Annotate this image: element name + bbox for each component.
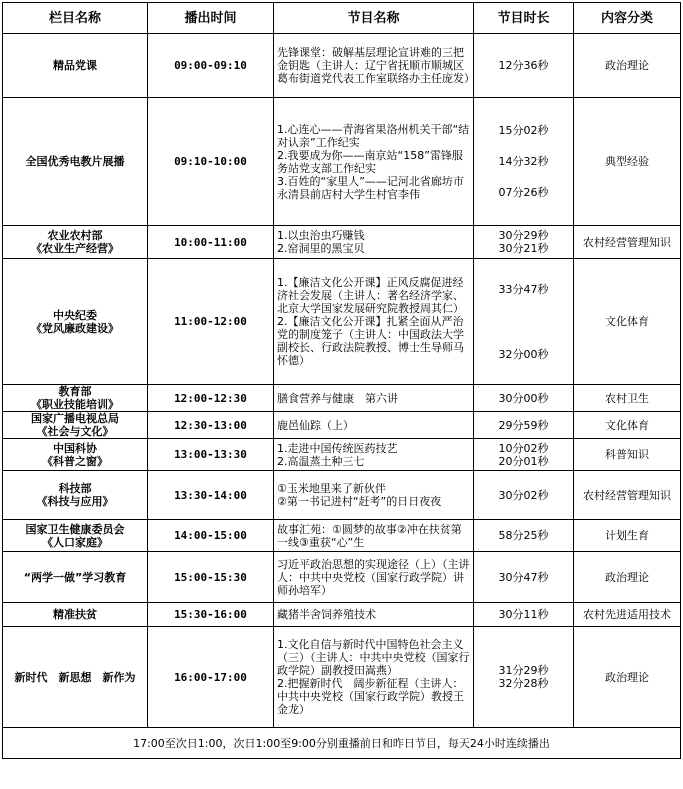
footer-row [3, 728, 681, 759]
column-name-cell [3, 552, 148, 603]
category-cell: 农村卫生 [574, 385, 681, 412]
air-time-cell: 09:10-10:00 [148, 98, 274, 226]
program-cell [274, 439, 474, 471]
category-cell: 典型经验 [574, 98, 681, 226]
program-cell [274, 259, 474, 385]
air-time-cell: 09:00-09:10 [148, 34, 274, 98]
table-row [3, 627, 681, 728]
column-name-cell [3, 439, 148, 471]
program-line: 2.高温蒸土种三七 [277, 454, 365, 468]
air-time-cell: 13:00-13:30 [148, 439, 274, 471]
header-name: 栏目名称 [3, 3, 148, 34]
program-cell [274, 552, 474, 603]
column-name-line: 《人口家庭》 [42, 535, 108, 549]
table-row [3, 471, 681, 520]
duration-cell [474, 259, 574, 385]
duration-value: 30分11秒 [498, 608, 549, 621]
header-time: 播出时间 [148, 3, 274, 34]
table-row [3, 439, 681, 471]
duration-value: 12分36秒 [498, 59, 549, 72]
duration-cell [474, 98, 574, 226]
program-cell [274, 627, 474, 728]
program-cell [274, 471, 474, 520]
table-row [3, 552, 681, 603]
duration-value: 10分02秒 [498, 441, 549, 455]
header-program: 节目名称 [274, 3, 474, 34]
table-row [3, 520, 681, 552]
schedule-table [2, 2, 681, 759]
duration-value: 30分47秒 [498, 570, 549, 584]
duration-cell [474, 520, 574, 552]
program-cell [274, 98, 474, 226]
air-time-cell: 14:00-15:00 [148, 520, 274, 552]
program-cell [274, 520, 474, 552]
category-cell: 农村经营管理知识 [574, 471, 681, 520]
column-name-cell [3, 520, 148, 552]
program-line: 2.我要成为你——南京站“158”雷锋服务站党支部工作纪实 [277, 148, 463, 175]
program-line: 1.走进中国传统医药技艺 [277, 441, 398, 455]
duration-cell [474, 603, 574, 627]
column-name-line: 教育部 [58, 385, 92, 398]
duration-value: 15分02秒 [498, 124, 549, 137]
category-cell: 农村经营管理知识 [574, 226, 681, 259]
air-time-cell: 16:00-17:00 [148, 627, 274, 728]
table-row [3, 226, 681, 259]
column-name-line: 中央纪委 [53, 308, 97, 322]
duration-value: 32分28秒 [498, 677, 549, 690]
duration-cell [474, 412, 574, 439]
table-row [3, 259, 681, 385]
category-cell: 政治理论 [574, 34, 681, 98]
column-name-line: 《科技与应用》 [36, 495, 114, 508]
column-name-line: 全国优秀电教片展播 [25, 155, 125, 168]
program-cell [274, 34, 474, 98]
column-name-line: 精准扶贫 [53, 608, 97, 621]
column-name-cell [3, 385, 148, 412]
duration-cell [474, 34, 574, 98]
program-line: 1.心连心——青海省果洛州机关干部“结对认亲”工作纪实 [277, 122, 470, 149]
duration-value: 29分59秒 [498, 418, 549, 432]
duration-cell [474, 385, 574, 412]
table-row [3, 603, 681, 627]
category-cell: 科普知识 [574, 439, 681, 471]
duration-value: 30分00秒 [498, 391, 549, 405]
category-cell: 政治理论 [574, 627, 681, 728]
duration-value: 32分00秒 [498, 347, 549, 361]
column-name-line: 中国科协 [53, 441, 97, 455]
column-name-cell [3, 98, 148, 226]
column-name-cell [3, 34, 148, 98]
column-name-line: 新时代 新思想 新作为 [14, 670, 136, 684]
category-cell: 计划生育 [574, 520, 681, 552]
column-name-line: “两学一做”学习教育 [23, 570, 127, 584]
air-time-cell: 12:30-13:00 [148, 412, 274, 439]
footer-note: 17:00至次日1:00，次日1:00至9:00分别重播前日和昨日节目，每天24小时连续播出 [3, 728, 681, 759]
column-name-line: 《科普之窗》 [42, 454, 108, 468]
column-name-cell [3, 226, 148, 259]
column-name-line: 《社会与文化》 [36, 425, 114, 438]
category-cell: 政治理论 [574, 552, 681, 603]
column-name-line: 科技部 [58, 482, 92, 495]
program-cell [274, 226, 474, 259]
header-duration: 节目时长 [474, 3, 574, 34]
duration-value: 20分01秒 [498, 454, 549, 468]
header-category: 内容分类 [574, 3, 681, 34]
duration-cell [474, 627, 574, 728]
category-cell: 农村先进适用技术 [574, 603, 681, 627]
program-line: 2.窑洞里的黑宝贝 [277, 242, 365, 255]
column-name-cell [3, 259, 148, 385]
program-line: 先锋课堂：破解基层理论宣讲难的三把金钥匙（主讲人：辽宁省抚顺市顺城区葛布街道党代表工作室联络办主任庞发） [277, 46, 475, 85]
air-time-cell: 13:30-14:00 [148, 471, 274, 520]
column-name-line: 《职业技能培训》 [31, 398, 119, 411]
column-name-line: 精品党课 [53, 59, 97, 72]
air-time-cell: 12:00-12:30 [148, 385, 274, 412]
duration-cell [474, 226, 574, 259]
program-line: 故事汇苑：①圆梦的故事②冲在扶贫第一线③重获“心”生 [277, 522, 462, 549]
column-name-cell [3, 471, 148, 520]
table-row [3, 98, 681, 226]
program-line: 习近平政治思想的实现途径（上）（主讲人：中共中央党校（国家行政学院）讲师孙培军） [277, 557, 470, 597]
column-name-cell [3, 627, 148, 728]
program-line: 2.把握新时代 阔步新征程（主讲人：中共中央党校（国家行政学院）教授王金龙） [277, 677, 464, 716]
program-line: 膳食营养与健康 第六讲 [277, 391, 398, 405]
program-cell [274, 385, 474, 412]
schedule-body [3, 34, 681, 728]
duration-value: 30分29秒 [498, 229, 549, 242]
program-line: 1.文化自信与新时代中国特色社会主义（三）（主讲人：中共中央党校（国家行政学院）副教授田嵩燕） [277, 638, 470, 677]
program-cell [274, 412, 474, 439]
duration-value: 30分21秒 [498, 242, 549, 255]
header-row [3, 3, 681, 34]
duration-cell [474, 439, 574, 471]
program-line: 鹿邑仙踪（上） [277, 418, 354, 432]
program-line: ①玉米地里来了新伙伴 [277, 482, 386, 495]
program-line: 1.以虫治虫巧赚钱 [277, 229, 365, 242]
column-name-line: 国家卫生健康委员会 [25, 522, 125, 536]
column-name-line: 《党风廉政建设》 [31, 321, 119, 335]
column-name-line: 国家广播电视总局 [31, 412, 119, 425]
air-time-cell: 15:30-16:00 [148, 603, 274, 627]
table-row [3, 385, 681, 412]
table-row [3, 412, 681, 439]
air-time-cell: 15:00-15:30 [148, 552, 274, 603]
duration-value: 14分32秒 [498, 155, 549, 168]
air-time-cell: 10:00-11:00 [148, 226, 274, 259]
duration-cell [474, 471, 574, 520]
duration-value: 33分47秒 [498, 282, 549, 296]
duration-value: 30分02秒 [498, 488, 549, 502]
program-cell [274, 603, 474, 627]
column-name-cell [3, 603, 148, 627]
program-line: 1.【廉洁文化公开课】正风反腐促进经济社会发展（主讲人：著名经济学家、北京大学国家发展研究院教授周其仁） [277, 276, 464, 315]
column-name-cell [3, 412, 148, 439]
program-line: ②第一书记进村“赶考”的日日夜夜 [277, 495, 442, 508]
program-line: 2.【廉洁文化公开课】扎紧全面从严治党的制度笼子（主讲人：中国政法大学副校长、行政法院教授、博士生导师马怀德） [277, 315, 464, 367]
duration-cell [474, 552, 574, 603]
duration-value: 07分26秒 [498, 186, 549, 199]
column-name-line: 农业农村部 [47, 229, 103, 242]
program-line: 3.百姓的“家里人”——记河北省廊坊市永清县前店村大学生村官李伟 [277, 174, 464, 201]
program-line: 藏猪半舍饲养殖技术 [277, 608, 376, 621]
air-time-cell: 11:00-12:00 [148, 259, 274, 385]
column-name-line: 《农业生产经营》 [31, 242, 119, 255]
category-cell: 文化体育 [574, 259, 681, 385]
category-cell: 文化体育 [574, 412, 681, 439]
table-row [3, 34, 681, 98]
duration-value: 31分29秒 [498, 664, 549, 677]
duration-value: 58分25秒 [498, 529, 549, 542]
